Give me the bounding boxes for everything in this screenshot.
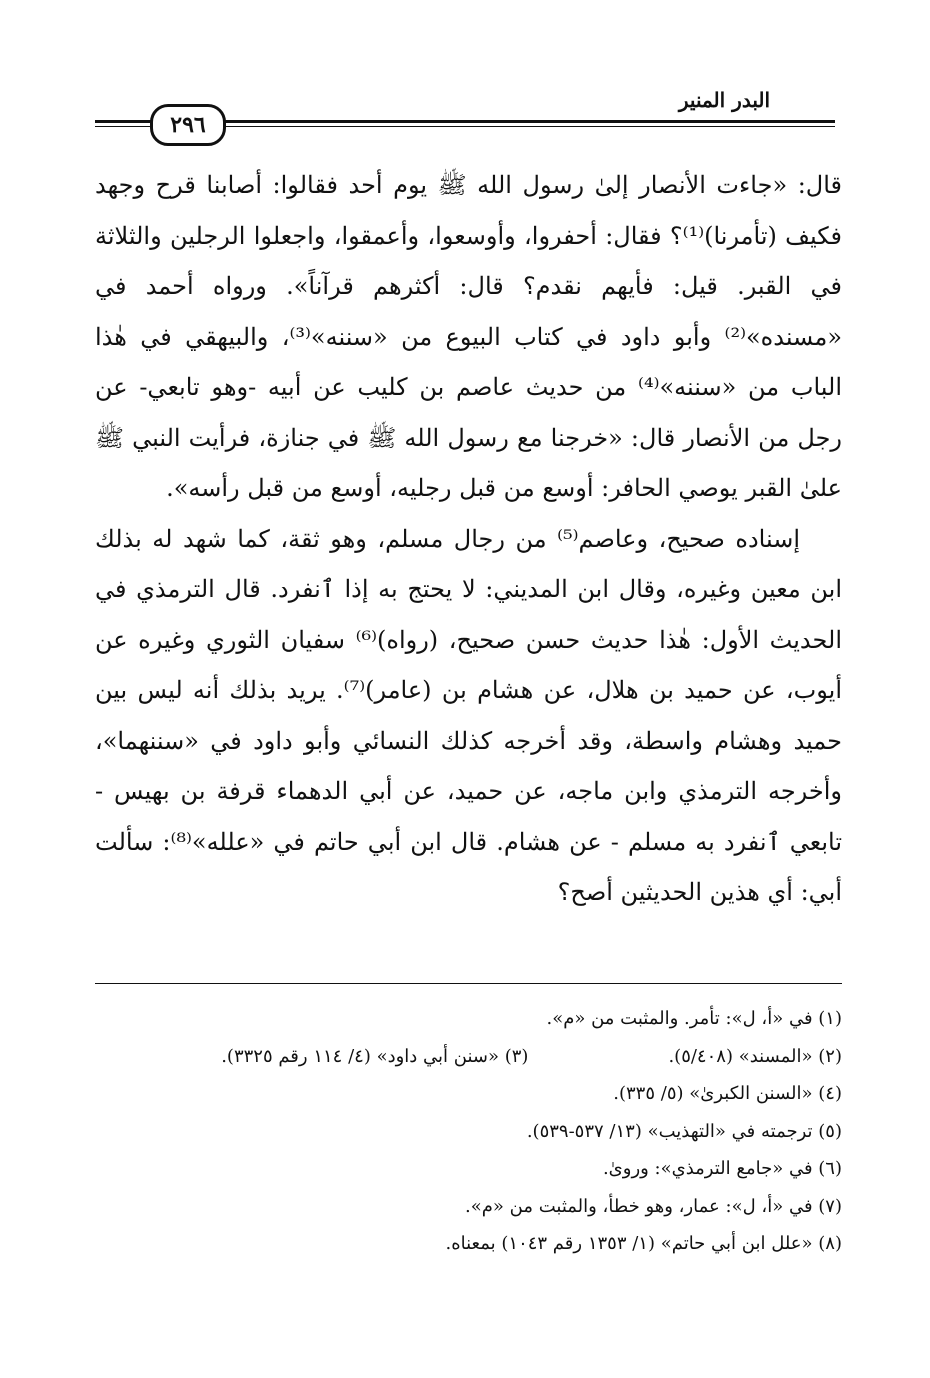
footnote-3: (٣) «سنن أبي داود» (٤/ ١١٤ رقم ٣٣٢٥). — [221, 1045, 529, 1067]
body-text — [95, 160, 842, 918]
footnote-1: (١) في «أ، ل»: تأمر. والمثبت من «م». — [546, 1008, 842, 1029]
page-number: ٢٩٦ — [150, 104, 226, 146]
footnote-7: (٧) في «أ، ل»: عمار، وهو خطأ، والمثبت من «م». — [465, 1195, 842, 1217]
footnote-row-2-3 — [95, 1038, 842, 1076]
footnote-separator — [95, 983, 842, 984]
footnotes — [95, 1000, 842, 1263]
running-title: البدر المنير — [678, 88, 770, 112]
paragraph-1: قال: «جاءت الأنصار إلىٰ رسول الله ﷺ يوم أحد فقالوا: أصابنا قرح وجهد فكيف (تأمرنا)⁽¹⁾؟ فقال: أحفروا، وأوسعوا، وأعمقوا، واجعلوا الرجلين والثلاثة في القبر. قيل: فأيهم نقدم؟ قال: أكثرهم قرآناً». ورواه أحمد في «مسنده»⁽²⁾ وأبو داود في كتاب البيوع من «سننه»⁽³⁾، والبيهقي في هٰذا الباب من «سننه»⁽⁴⁾ من حديث عاصم بن كليب عن أبيه -وهو تابعي- عن رجل من الأنصار قال: «خرجنا مع رسول الله ﷺ في جنازة، فرأيت النبي ﷺ علىٰ القبر يوصي الحافر: أوسع من قبل رجليه، أوسع من قبل رأسه». — [95, 171, 843, 502]
footnote-4: (٤) «السنن الكبرىٰ» (٥/ ٣٣٥). — [613, 1083, 842, 1104]
paragraph-2: إسناده صحيح، وعاصم⁽⁵⁾ من رجال مسلم، وهو ثقة، كما شهد له بذلك ابن معين وغيره، وقال ابن المديني: لا يحتج به إذا ٱنفرد. قال الترمذي في الحديث الأول: هٰذا حديث حسن صحيح، (رواه)⁽⁶⁾ سفيان الثوري وغيره عن أيوب، عن حميد بن هلال، عن هشام بن (عامر)⁽⁷⁾. يريد بذلك أنه ليس بين حميد وهشام واسطة، وقد أخرجه كذلك النسائي وأبو داود في «سننهما»، وأخرجه الترمذي وابن ماجه، عن حميد، عن أبي الدهماء قرفة بن بهيس - تابعي ٱنفرد به مسلم - عن هشام. قال ابن أبي حاتم في «علله»⁽⁸⁾: سألت أبي: أي هذين الحديثين أصح؟ — [95, 524, 842, 906]
footnote-6: (٦) في «جامع الترمذي»: وروىٰ. — [602, 1158, 842, 1179]
footnote-5: (٥) ترجمته في «التهذيب» (١٣/ ٥٣٧-٥٣٩). — [526, 1120, 842, 1142]
footnote-8: (٨) «علل ابن أبي حاتم» (١/ ١٣٥٣ رقم ١٠٤٣) بمعناه. — [445, 1233, 842, 1254]
footnote-2: (٢) «المسند» (٥/٤٠٨). — [668, 1045, 842, 1067]
